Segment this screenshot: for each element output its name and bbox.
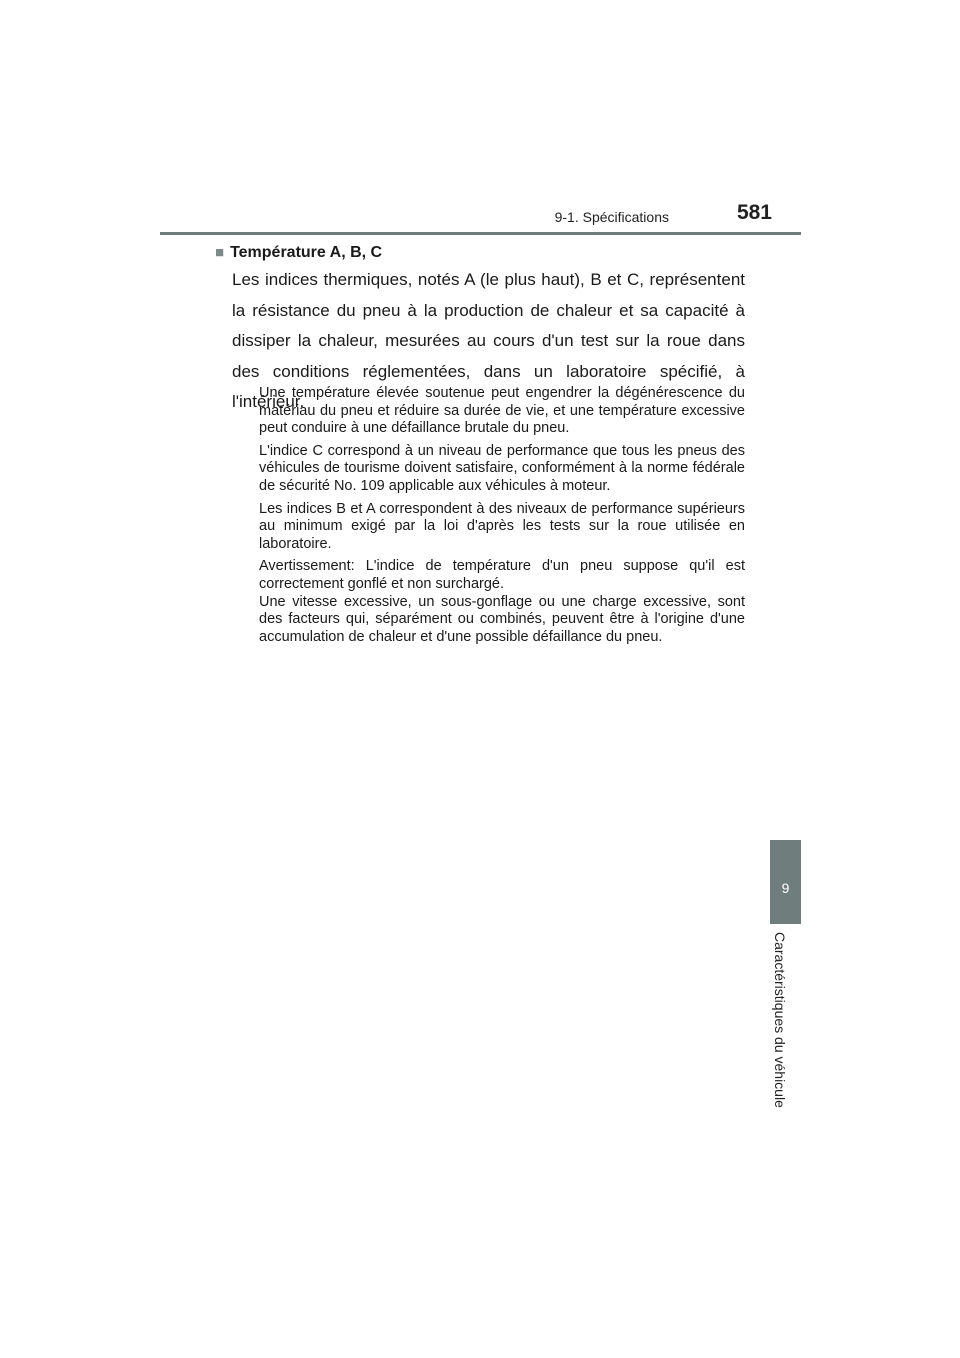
header-section-title: 9-1. Spécifications — [554, 209, 669, 225]
note-paragraph: Avertissement: L'indice de température d'un pneu suppose qu'il est correctement gonflé et non surchargé. — [259, 558, 745, 592]
note-paragraph: L'indice C correspond à un niveau de performance que tous les pneus des véhicules de tourisme doivent satisfaire, conformément à la norme fédérale de sécurité No. 109 applicable aux véhicules à moteur. — [259, 442, 745, 494]
section-heading-text: Température A, B, C — [230, 244, 383, 261]
note-paragraph: Une température élevée soutenue peut engendrer la dégénérescence du matériau du pneu et réduire sa durée de vie, et une température excessive peut conduire à une défaillance brutale du pneu. — [259, 385, 745, 437]
note-paragraph: Les indices B et A correspondent à des niveaux de performance supérieurs au minimum exigé par la loi d'après les tests sur la roue utilisée en laboratoire. — [259, 500, 745, 552]
chapter-title-vertical: Caractéristiques du véhicule — [772, 932, 788, 1108]
square-bullet-icon: ■ — [215, 244, 225, 261]
main-paragraph: Les indices thermiques, notés A (le plus haut), B et C, représentent la résistance du pneu à la production de chaleur et sa capacité à dissiper la chaleur, mesurées au cours d'un test sur la roue dans des conditions réglementées, dans un laboratoire spécifié, à l'intérieur. — [232, 270, 745, 411]
chapter-number: 9 — [781, 880, 790, 896]
header-divider — [160, 232, 801, 235]
notes-block — [259, 385, 745, 651]
note-paragraph: Une vitesse excessive, un sous-gonflage ou une charge excessive, sont des facteurs qui, séparément ou combinés, peuvent être à l'origine d'une accumulation de chaleur et d'une possible défaillance du pneu. — [259, 593, 745, 645]
section-heading — [215, 244, 775, 262]
page-number: 581 — [736, 201, 772, 224]
